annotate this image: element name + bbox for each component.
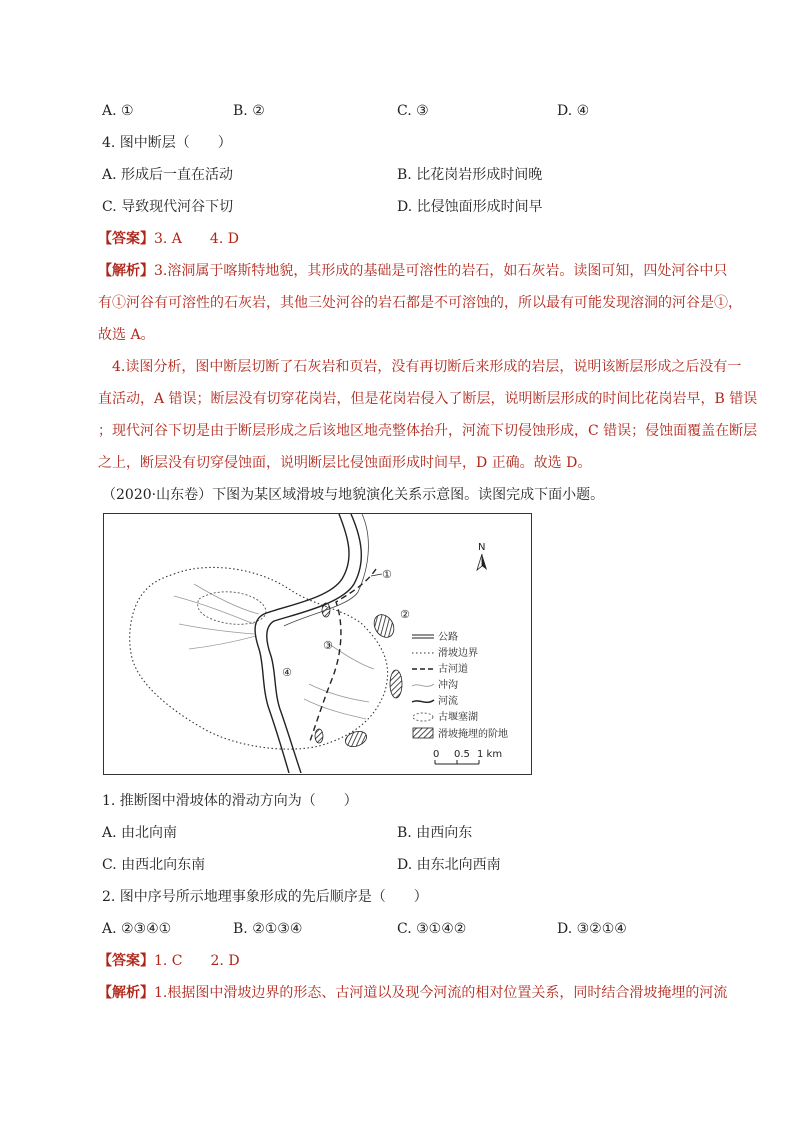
map-legend	[412, 630, 508, 740]
buried-terrace-5	[315, 729, 323, 743]
question-1-option-c: C. 由西北向东南	[102, 857, 206, 873]
legend-dammed-lake: 古堰塞湖	[438, 712, 478, 723]
north-arrow-icon	[477, 542, 487, 570]
question-1-option-d: D. 由东北向西南	[397, 857, 501, 873]
answer-block-1	[98, 229, 239, 249]
buried-terrace-1	[322, 603, 330, 617]
scale-bar	[433, 749, 502, 764]
dammed-lake	[198, 592, 266, 625]
river-line-b	[267, 514, 361, 773]
section-intro: （2020·山东卷）下图为某区域滑坡与地貌演化关系示意图。读图完成下面小题。	[102, 487, 605, 503]
answer-tag-2: 【答案】	[98, 953, 154, 969]
answer-tag: 【答案】	[98, 231, 154, 247]
analysis-line-6: ；现代河谷下切是由于断层形成之后该地区地壳整体抬升，河流下切侵蚀形成，C 错误；侵蚀面覆盖在断层	[98, 423, 758, 439]
north-label: N	[478, 542, 486, 553]
analysis-tag-2: 【解析】	[98, 985, 154, 1001]
question-2-option-c: C. ③①④②	[397, 921, 467, 937]
question-4-stem: 4. 图中断层（ ）	[102, 135, 232, 151]
question-4-option-a: A. 形成后一直在活动	[102, 167, 234, 183]
question-4-option-c: C. 导致现代河谷下切	[102, 199, 234, 215]
analysis-text-1: 3.溶洞属于喀斯特地貌，其形成的基础是可溶性的岩石，如石灰岩。读图可知，四处河谷中只	[154, 263, 728, 279]
label-4: ④	[282, 666, 292, 679]
question-4-option-b: B. 比花岗岩形成时间晚	[397, 167, 543, 183]
answer-text-2: 1. C 2. D	[154, 953, 240, 969]
analysis-line-3: 故选 A。	[98, 327, 155, 343]
question-2-option-b: B. ②①③④	[233, 921, 303, 937]
question-4-option-d: D. 比侵蚀面形成时间早	[397, 199, 543, 215]
legend-gully: 冲沟	[438, 680, 458, 691]
scale-0: 0	[433, 749, 440, 760]
analysis-line-7: 之上，断层没有切穿侵蚀面，说明断层比侵蚀面形成时间早，D 正确。故选 D。	[98, 455, 592, 471]
landslide-map	[103, 513, 532, 775]
option-b-prev: B. ②	[233, 103, 265, 119]
legend-landslide-boundary: 滑坡边界	[438, 648, 478, 659]
option-c-prev: C. ③	[397, 103, 429, 119]
question-2-stem: 2. 图中序号所示地理事象形成的先后顺序是（ ）	[102, 889, 428, 905]
answer-text: 3. A 4. D	[154, 231, 239, 247]
analysis-line-4: 4.读图分析，图中断层切断了石灰岩和页岩，没有再切断后来形成的岩层，说明该断层形成之后没有一	[112, 359, 742, 375]
legend-river: 河流	[438, 696, 458, 707]
legend-road: 公路	[438, 632, 458, 643]
analysis-line-5: 直活动，A 错误；断层没有切穿花岗岩，但是花岗岩侵入了断层，说明断层形成的时间比花岗岩早，B 错误	[98, 391, 758, 407]
option-d-prev: D. ④	[557, 103, 590, 119]
landslide-map-drawing	[104, 514, 530, 773]
legend-buried-terrace: 滑坡掩埋的阶地	[438, 729, 508, 740]
question-2-option-a: A. ②③④①	[102, 921, 172, 937]
question-1-stem: 1. 推断图中滑坡体的滑动方向为（ ）	[102, 793, 358, 809]
label-3: ③	[323, 639, 333, 652]
label-1: ①	[382, 568, 392, 581]
question-2-option-d: D. ③②①④	[557, 921, 627, 937]
question-1-option-b: B. 由西向东	[397, 825, 473, 841]
river-line-a	[255, 514, 349, 773]
analysis-tag: 【解析】	[98, 263, 154, 279]
label-2: ②	[400, 608, 410, 621]
buried-terrace-3	[390, 670, 402, 698]
answer-block-2	[98, 951, 240, 971]
analysis-2-line-1	[98, 983, 727, 1003]
buried-terrace-4	[343, 729, 368, 750]
question-1-option-a: A. 由北向南	[102, 825, 178, 841]
analysis-line-2: 有①河谷有可溶性的石灰岩，其他三处河谷的岩石都是不可溶蚀的，所以最有可能发现溶洞的河谷是①，	[98, 295, 742, 311]
gully-lines	[174, 584, 374, 719]
buried-terrace-2	[370, 611, 398, 641]
scale-1km: 1 km	[477, 749, 503, 760]
analysis-line-1	[98, 261, 727, 281]
legend-ancient-channel: 古河道	[438, 664, 468, 675]
scale-0-5: 0.5	[454, 749, 470, 760]
option-a-prev: A. ①	[102, 103, 134, 119]
analysis-2-text-1: 1.根据图中滑坡边界的形态、古河道以及现今河流的相对位置关系，同时结合滑坡掩埋的河流	[154, 985, 728, 1001]
landslide-boundary	[130, 567, 388, 749]
